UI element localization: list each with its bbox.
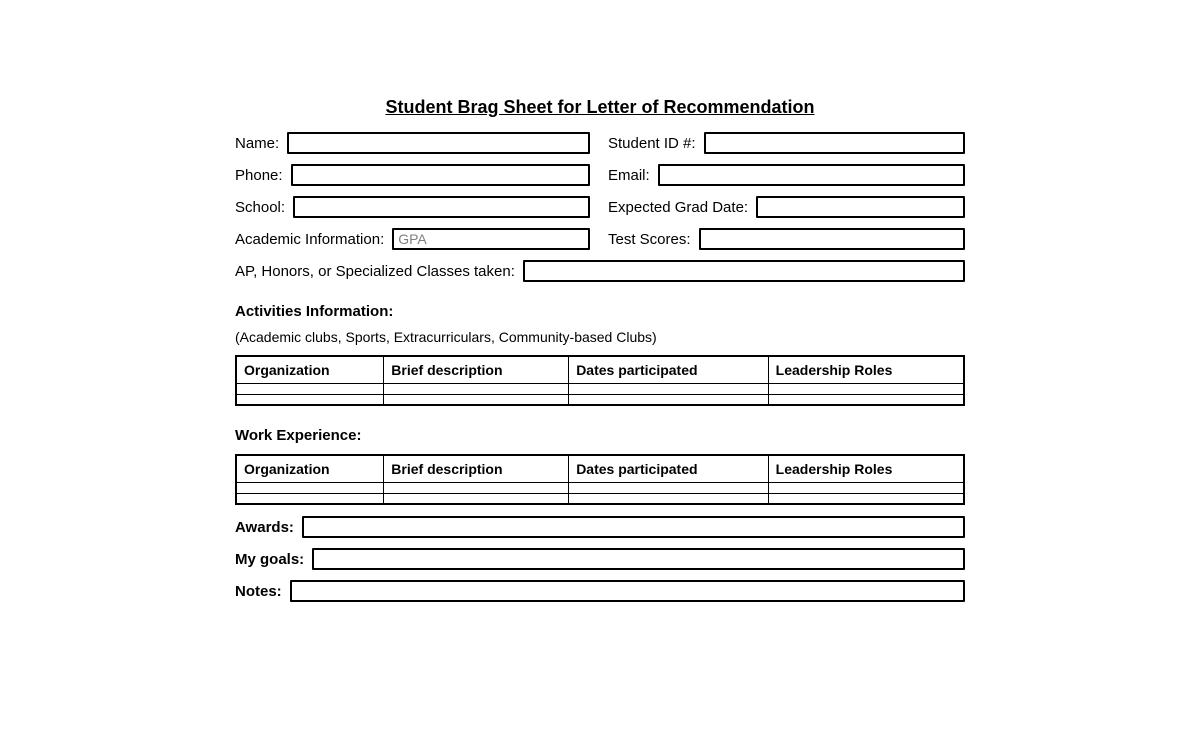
activities-table <box>235 355 965 406</box>
row-notes <box>235 580 965 602</box>
row-ap-classes <box>235 260 965 282</box>
row-name-studentid <box>235 132 965 154</box>
bottom-fields <box>235 516 965 602</box>
work-cell[interactable] <box>236 482 384 493</box>
work-cell[interactable] <box>384 482 569 493</box>
goals-label: My goals: <box>235 550 305 568</box>
work-experience-heading: Work Experience: <box>235 427 362 444</box>
email-label: Email: <box>608 166 650 184</box>
work-cell[interactable] <box>384 493 569 504</box>
awards-input[interactable] <box>302 516 965 538</box>
school-input[interactable] <box>293 196 590 218</box>
table-row <box>236 482 964 493</box>
activities-cell[interactable] <box>768 394 964 405</box>
work-cell[interactable] <box>569 493 768 504</box>
activities-cell[interactable] <box>384 394 569 405</box>
work-col-leadership: Leadership Roles <box>768 455 964 482</box>
table-row <box>236 493 964 504</box>
activities-col-description: Brief description <box>384 356 569 383</box>
work-experience-table <box>235 454 965 505</box>
activities-subheading: (Academic clubs, Sports, Extracurriculars, Community-based Clubs) <box>235 329 657 345</box>
row-school-graddate <box>235 196 965 218</box>
work-col-dates: Dates participated <box>569 455 768 482</box>
ap-classes-label: AP, Honors, or Specialized Classes taken: <box>235 262 515 280</box>
activities-cell[interactable] <box>236 383 384 394</box>
work-col-description: Brief description <box>384 455 569 482</box>
goals-input[interactable] <box>312 548 965 570</box>
activities-cell[interactable] <box>569 394 768 405</box>
ap-classes-input[interactable] <box>523 260 965 282</box>
name-label: Name: <box>235 134 280 152</box>
activities-col-dates: Dates participated <box>569 356 768 383</box>
work-cell[interactable] <box>768 493 964 504</box>
phone-input[interactable] <box>291 164 590 186</box>
email-input[interactable] <box>658 164 965 186</box>
activities-cell[interactable] <box>768 383 964 394</box>
awards-label: Awards: <box>235 518 294 536</box>
academic-info-label: Academic Information: <box>235 230 385 248</box>
notes-label: Notes: <box>235 582 282 600</box>
work-cell[interactable] <box>569 482 768 493</box>
activities-cell[interactable] <box>384 383 569 394</box>
activities-heading: Activities Information: <box>235 303 394 320</box>
academic-info-input[interactable] <box>392 228 590 250</box>
grad-date-input[interactable] <box>756 196 965 218</box>
row-awards <box>235 516 965 538</box>
brag-sheet-form <box>235 0 965 602</box>
student-id-label: Student ID #: <box>608 134 696 152</box>
activities-col-organization: Organization <box>236 356 384 383</box>
activities-cell[interactable] <box>236 394 384 405</box>
page-title: Student Brag Sheet for Letter of Recommendation <box>385 97 815 117</box>
notes-input[interactable] <box>290 580 965 602</box>
work-cell[interactable] <box>768 482 964 493</box>
table-row <box>236 383 964 394</box>
test-scores-label: Test Scores: <box>608 230 691 248</box>
row-academic-testscores <box>235 228 965 250</box>
work-header-row <box>236 455 964 482</box>
test-scores-input[interactable] <box>699 228 965 250</box>
activities-cell[interactable] <box>569 383 768 394</box>
row-phone-email <box>235 164 965 186</box>
activities-col-leadership: Leadership Roles <box>768 356 964 383</box>
work-col-organization: Organization <box>236 455 384 482</box>
student-id-input[interactable] <box>704 132 965 154</box>
activities-header-row <box>236 356 964 383</box>
grad-date-label: Expected Grad Date: <box>608 198 749 216</box>
name-input[interactable] <box>287 132 590 154</box>
school-label: School: <box>235 198 286 216</box>
work-cell[interactable] <box>236 493 384 504</box>
phone-label: Phone: <box>235 166 283 184</box>
row-goals <box>235 548 965 570</box>
table-row <box>236 394 964 405</box>
